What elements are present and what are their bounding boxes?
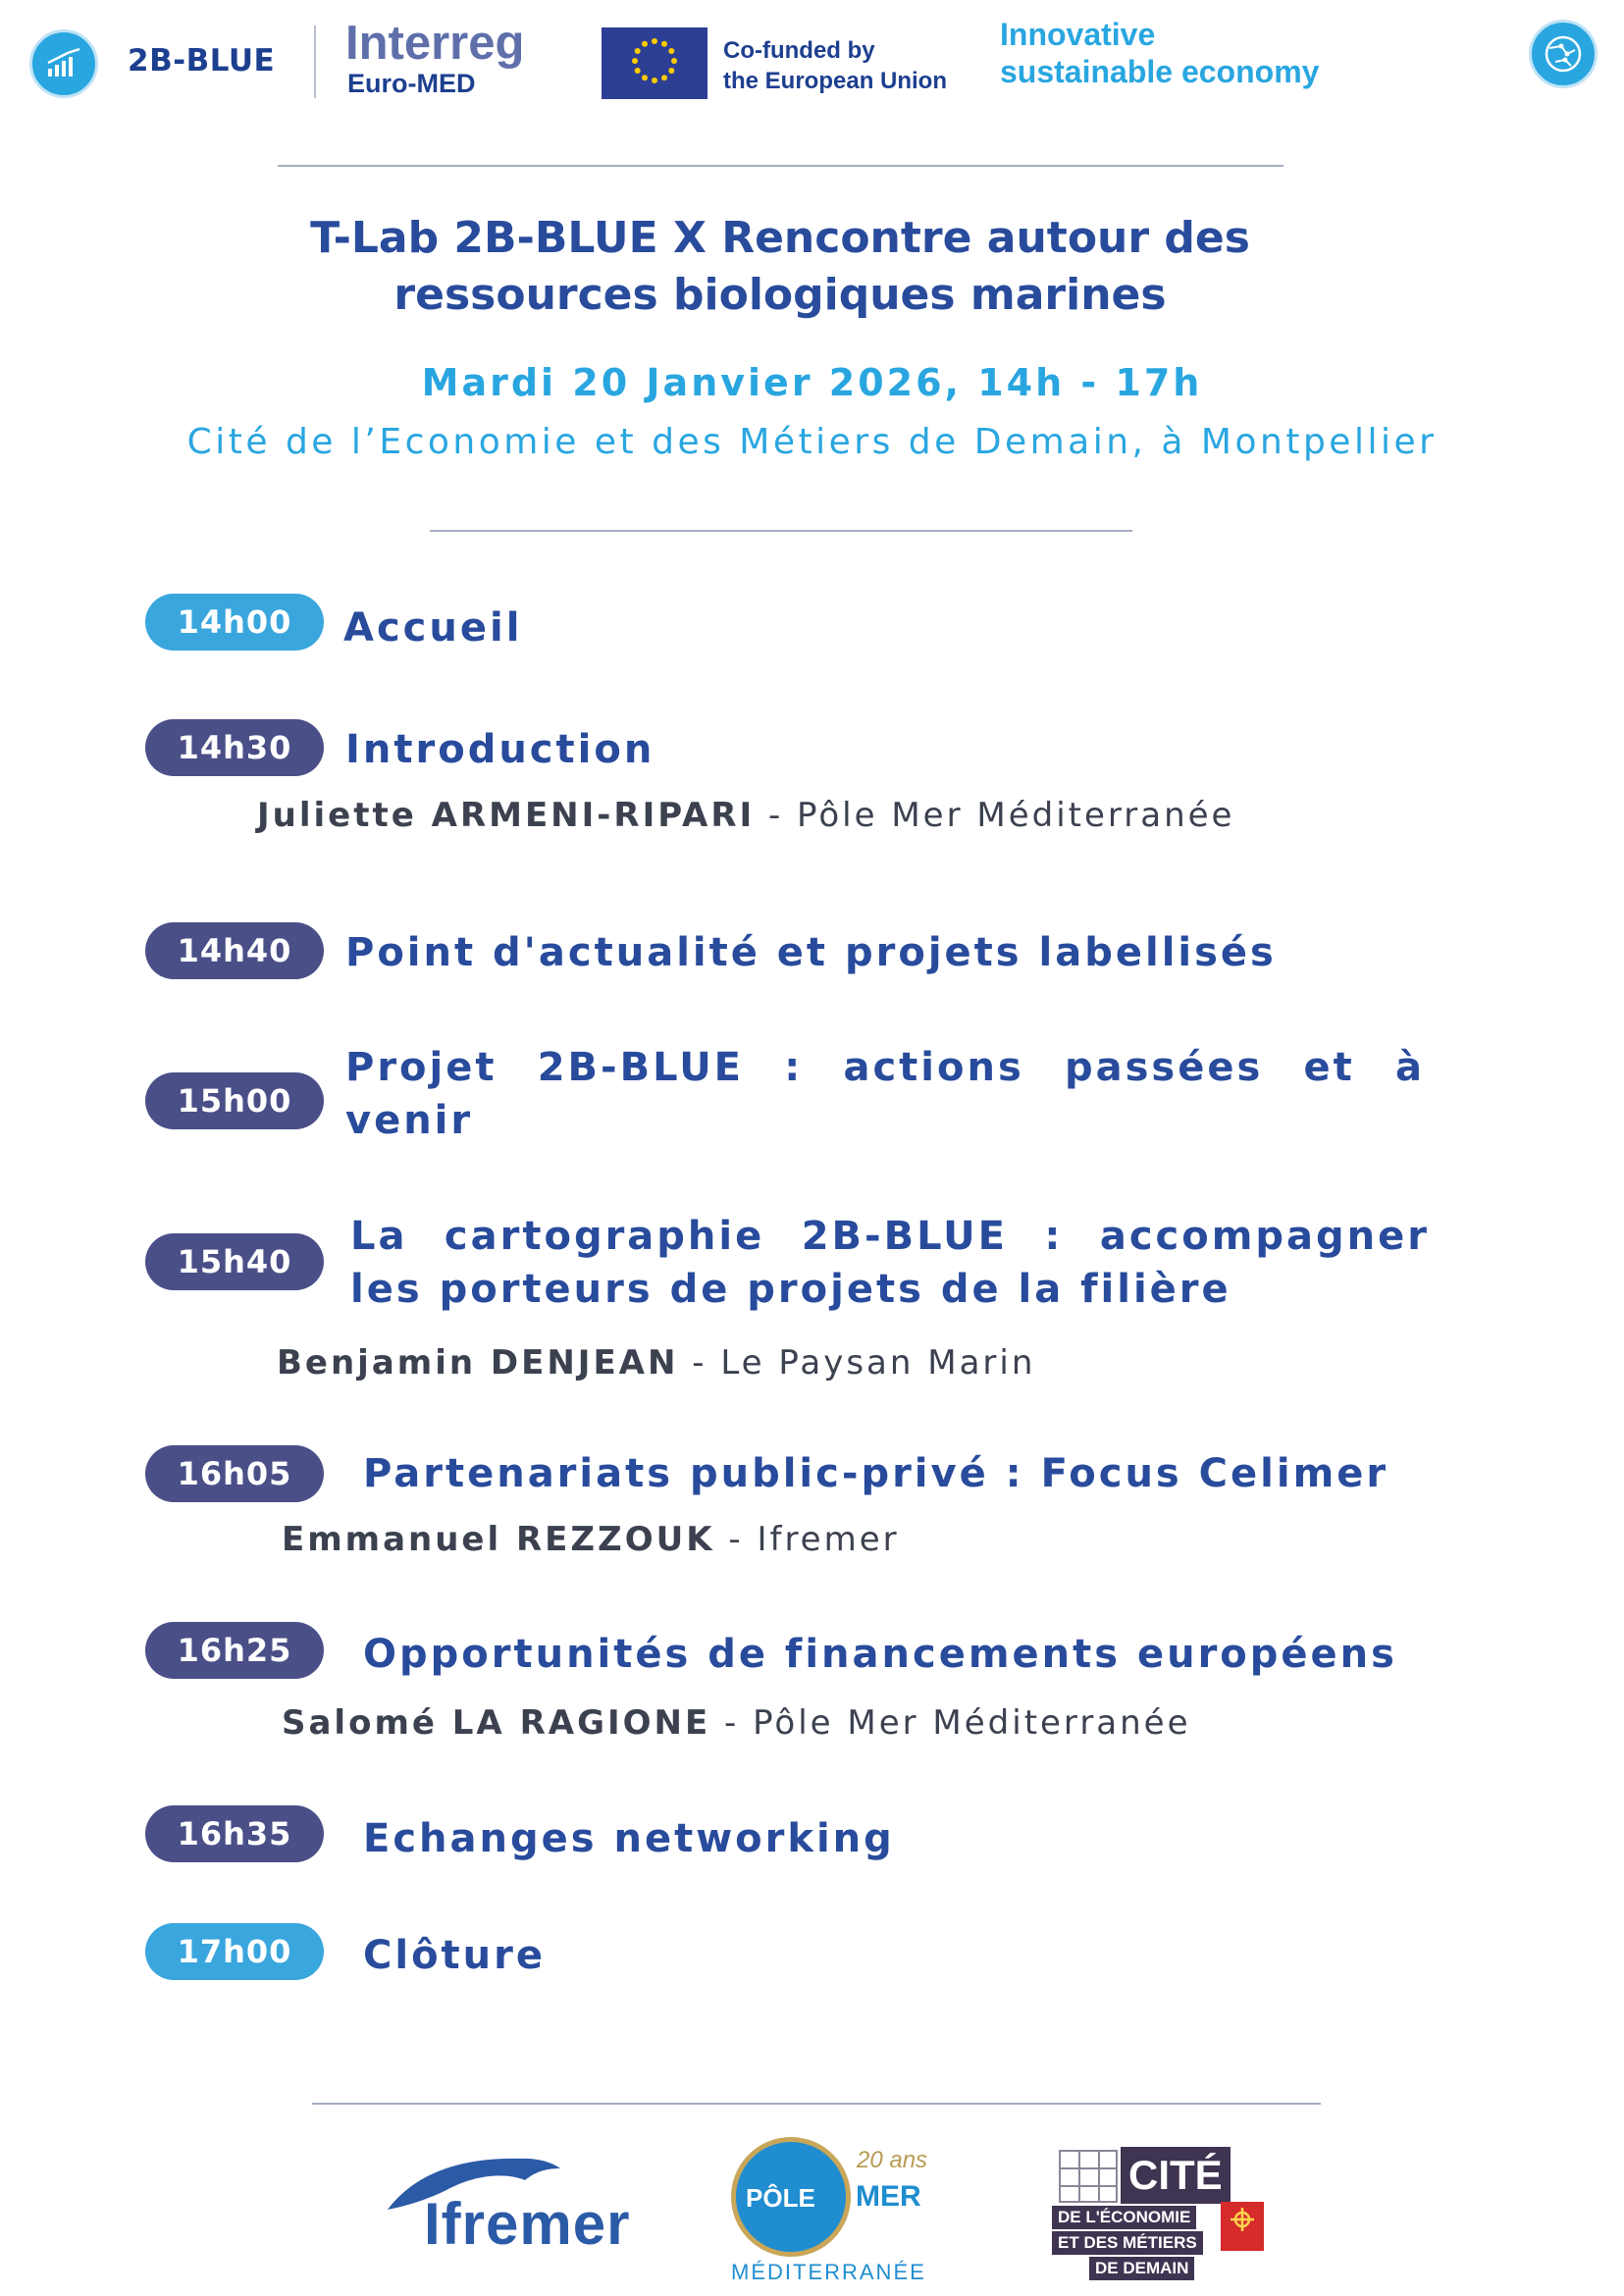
footer-rule (312, 2103, 1321, 2105)
grid-pattern-icon (1058, 2149, 1119, 2204)
speaker-name: Juliette ARMENI-RIPARI (257, 796, 756, 835)
speaker-name: Salomé LA RAGIONE (282, 1703, 711, 1743)
agenda-item-title: La cartographie 2B-BLUE : accompagner les porteurs de projets de la filière (350, 1214, 1430, 1312)
tagline-line1: Innovative (1000, 17, 1156, 52)
cite-wordmark: CITÉ (1121, 2147, 1231, 2204)
agenda-item-title: Point d'actualité et projets labellisés (345, 930, 1277, 975)
interreg-logo-text: Interreg (345, 17, 525, 70)
cite-line3: DE DEMAIN (1089, 2257, 1194, 2280)
title-rule (430, 530, 1132, 532)
time-badge: 17h00 (145, 1923, 324, 1980)
agenda-item-title: Accueil (343, 605, 523, 651)
agenda-item-title: Clôture (363, 1933, 546, 1978)
speaker (257, 796, 1234, 835)
event-title-line2: ressources biologiques marines (393, 270, 1167, 320)
event-title-line1: T-Lab 2B-BLUE X Rencontre autour des (310, 213, 1250, 263)
pole-mer-mer: MER (856, 2180, 921, 2213)
chart-icon (44, 47, 83, 80)
agenda-item-title: Partenariats public-privé : Focus Celimer (363, 1451, 1389, 1496)
agenda-item-title: Opportunités de financements européens (363, 1632, 1397, 1677)
occitanie-icon (1221, 2202, 1264, 2251)
speaker-name: Emmanuel REZZOUK (282, 1520, 715, 1559)
speaker (277, 1343, 1035, 1383)
network-globe-icon (1529, 20, 1598, 88)
programme-tagline (1000, 16, 1319, 90)
interreg-program: Euro-MED (347, 69, 476, 98)
cite-line1: DE L'ÉCONOMIE (1052, 2206, 1196, 2229)
header-divider (314, 26, 316, 98)
speaker-org: - Le Paysan Marin (678, 1343, 1036, 1383)
pole-mer-anniversary: 20 ans (857, 2147, 928, 2173)
cofunded-line1: Co-funded by (723, 37, 875, 64)
ifremer-wordmark: Ifremer (424, 2191, 631, 2257)
project-name: 2B-BLUE (128, 43, 276, 78)
time-badge: 14h40 (145, 922, 324, 979)
speaker-org: - Pôle Mer Méditerranée (755, 796, 1235, 835)
header-rule (278, 165, 1283, 167)
time-badge: 14h00 (145, 594, 324, 651)
eu-flag-icon (602, 27, 707, 99)
time-badge: 15h00 (145, 1072, 324, 1129)
time-badge: 16h25 (145, 1622, 324, 1679)
agenda-item-title: Projet 2B-BLUE : actions passées et à venir (345, 1045, 1425, 1143)
cofunded-label (723, 35, 947, 96)
time-badge: 15h40 (145, 1233, 324, 1290)
time-badge: 16h35 (145, 1805, 324, 1862)
speaker-name: Benjamin DENJEAN (277, 1343, 679, 1383)
pole-mer-subtitle: MÉDITERRANÉE (731, 2260, 926, 2284)
event-venue: Cité de l’Economie et des Métiers de Demain, à Montpellier (186, 422, 1438, 462)
cofunded-line2: the European Union (723, 68, 947, 94)
pole-mer-badge (731, 2137, 851, 2257)
agenda-item-title: Introduction (345, 727, 655, 772)
2b-blue-logo (29, 29, 98, 98)
pole-mer-pole: PÔLE (746, 2183, 815, 2213)
agenda-item-title: Echanges networking (363, 1816, 895, 1861)
cite-line2: ET DES MÉTIERS (1052, 2231, 1203, 2255)
cite-logo (1052, 2147, 1264, 2276)
time-badge: 14h30 (145, 719, 324, 776)
speaker-org: - Ifremer (714, 1520, 900, 1559)
tagline-line2: sustainable economy (1000, 54, 1320, 89)
speaker (282, 1703, 1191, 1743)
speaker-org: - Pôle Mer Méditerranée (710, 1703, 1191, 1743)
event-title (196, 210, 1364, 324)
speaker (282, 1520, 900, 1559)
time-badge: 16h05 (145, 1445, 324, 1502)
event-date: Mardi 20 Janvier 2026, 14h - 17h (421, 361, 1203, 404)
